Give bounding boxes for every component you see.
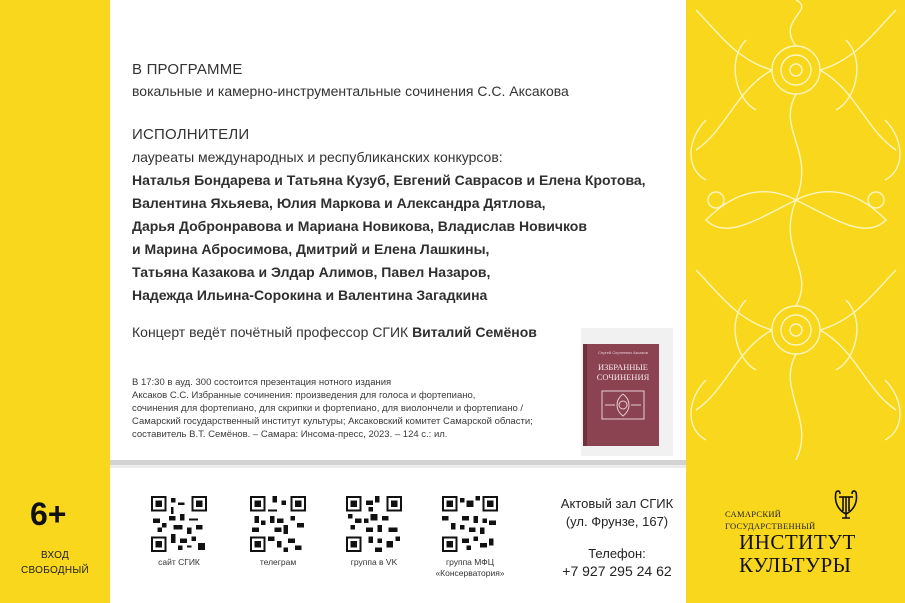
floral-ornament-icon [686,0,905,460]
qr-code-icon[interactable] [442,496,498,552]
book-title-line: СОЧИНЕНИЯ [596,372,650,382]
host-text: Концерт ведёт почётный профессор СГИК [132,324,413,340]
program-heading: В ПРОГРАММЕ [132,61,243,78]
age-rating: 6+ [30,496,67,532]
performers-line: Татьяна Казакова и Элдар Алимов, Павел Назаров, [132,264,491,280]
performers-intro: лауреаты международных и республиканских конкурсов: [132,149,503,165]
qr-caption-line: телеграм [259,557,297,567]
qr-code-icon[interactable] [250,496,306,552]
performers-line: Надежда Ильина-Сорокина и Валентина Загадкина [132,287,488,303]
free-entry [6,548,104,578]
performers-line: и Марина Абросимова, Дмитрий и Елена Лашкины, [132,241,490,257]
performers-line: Валентина Яхьяева, Юлия Маркова и Александра Дятлова, [132,195,546,211]
qr-caption [228,557,328,568]
free-entry-line: ВХОД [40,550,70,561]
qr-caption-line: сайт СГИК [158,557,200,567]
logo-line: САМАРСКИЙ [725,509,782,519]
logo-title: ИНСТИТУТ [739,530,856,554]
performers-line: Наталья Бондарева и Татьяна Кузуб, Евгений Саврасов и Елена Кротова, [132,172,646,188]
phone-number[interactable]: +7 927 295 24 62 [562,563,672,579]
phone-label: Телефон: [588,546,646,561]
logo-title: КУЛЬТУРЫ [739,553,852,577]
program-text: вокальные и камерно-инструментальные сочинения С.С. Аксакова [132,83,569,99]
presentation-line: сочинения для фортепиано, для скрипки и фортепиано, для виолончели и фортепиано / [132,403,524,414]
qr-code-icon[interactable] [346,496,402,552]
presentation-line: составитель В.Т. Семёнов. – Самара: Инсома-пресс, 2023. – 124 с.: ил. [132,429,448,440]
qr-caption-line: группа в VK [350,557,398,567]
book-author: Сергей Сергеевич Аксаков [598,350,648,355]
qr-caption [129,557,229,568]
free-entry-line: СВОБОДНЫЙ [20,565,90,576]
qr-caption [420,557,520,579]
qr-code-icon[interactable] [151,496,207,552]
book-ornament-icon [601,390,645,420]
performers-heading: ИСПОЛНИТЕЛИ [132,126,250,143]
presentation-line: Аксаков С.С. Избранные сочинения: произведения для голоса и фортепиано, [132,390,476,401]
performers-line: Дарья Добронравова и Мариана Новикова, Владислав Новичков [132,218,587,234]
presentation-line: В 17:30 в ауд. 300 состоится презентация нотного издания [132,377,392,388]
qr-caption [324,557,424,568]
lyre-icon [832,488,860,522]
host-line [132,324,537,340]
book-title [593,362,653,382]
qr-caption-line: «Консерватория» [435,568,505,578]
presentation-line: Самарский государственный институт культуры; Аксаковский комитет Самарской области; [132,416,533,427]
venue-name: Актовый зал СГИК [560,496,674,511]
book-cover [583,344,659,446]
logo-subtitle [725,508,815,532]
host-name: Виталий Семёнов [412,324,537,340]
book-title-line: ИЗБРАННЫЕ [598,362,648,372]
venue-address: (ул. Фрунзе, 167) [565,514,669,529]
qr-caption-line: группа МФЦ [445,557,494,567]
logo-line: ГОСУДАРСТВЕННЫЙ [725,521,816,531]
